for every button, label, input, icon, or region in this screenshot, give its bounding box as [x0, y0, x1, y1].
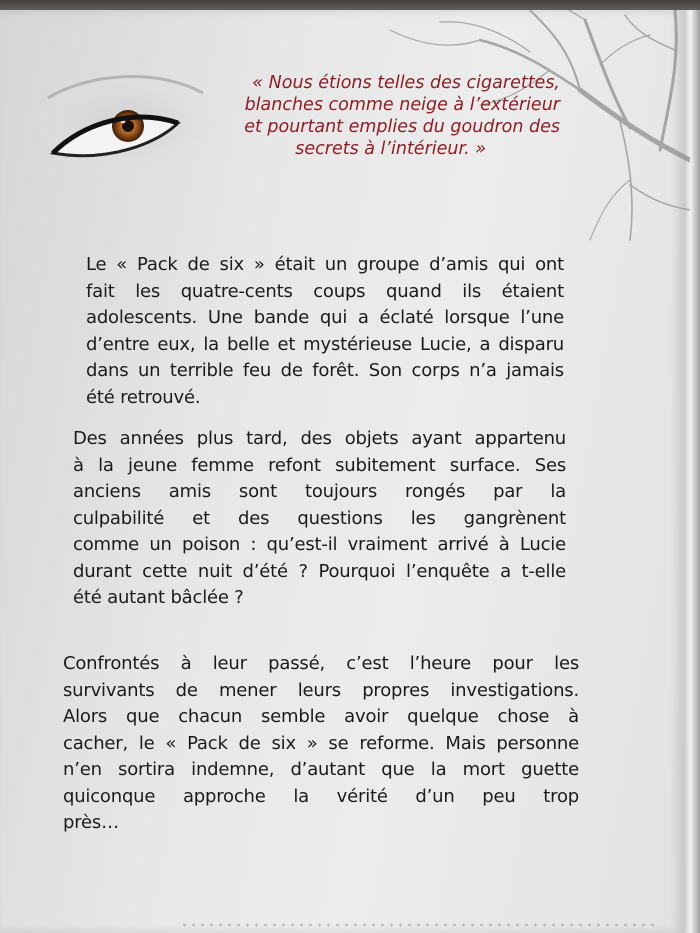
paragraph-line: Alors que chacun semble avoir quelque chose à — [63, 706, 579, 727]
paragraph-line: près… — [63, 812, 119, 833]
paragraph-line: comme un poison : qu’est-il vraiment arrivé à Lucie — [73, 534, 566, 555]
paragraph-line: Des années plus tard, des objets ayant appartenu — [73, 428, 566, 449]
quote-line: secrets à l’intérieur. » — [295, 139, 486, 159]
quote-line: et pourtant emplies du goudron des — [244, 117, 560, 137]
paragraph-line: été retrouvé. — [86, 386, 201, 408]
paragraph-line: Confrontés à leur passé, c’est l’heure pour les — [63, 653, 579, 674]
paragraph-line: fait les quatre-cents coups quand ils étaient — [86, 280, 564, 302]
paragraph-line: adolescents. Une bande qui a éclaté lorsque l’une — [86, 307, 564, 328]
blurb-paragraph-2 — [73, 426, 566, 612]
paragraph-line: dans un terrible feu de forêt. Son corps n’a jamais — [86, 360, 564, 381]
quote-line: blanches comme neige à l’extérieur — [244, 95, 560, 115]
blurb-paragraph-3 — [63, 651, 579, 837]
cut-off-text-remnant — [180, 918, 660, 932]
paragraph-line: quiconque approche la vérité d’un peu trop — [63, 785, 579, 807]
epigraph-quote — [190, 72, 560, 160]
paragraph-line: Le « Pack de six » était un groupe d’amis qui ont — [86, 254, 564, 275]
paragraph-line: anciens amis sont toujours rongés par la — [73, 481, 566, 502]
quote-line: « Nous étions telles des cigarettes, — [252, 73, 560, 93]
paragraph-line: culpabilité et des questions les gangrènent — [73, 507, 566, 529]
paragraph-line: cacher, le « Pack de six » se reforme. Mais personne — [63, 732, 579, 754]
paragraph-line: n’en sortira indemne, d’autant que la mort guette — [63, 759, 579, 780]
paragraph-line: été autant bâclée ? — [73, 587, 244, 608]
paragraph-line: durant cette nuit d’été ? Pourquoi l’enquête a t-elle — [73, 560, 566, 582]
blurb-paragraph-1 — [86, 252, 564, 411]
paragraph-line: d’entre eux, la belle et mystérieuse Lucie, a disparu — [86, 333, 564, 355]
paragraph-line: survivants de mener leurs propres investigations. — [63, 679, 579, 701]
paragraph-line: à la jeune femme refont subitement surface. Ses — [73, 454, 566, 476]
